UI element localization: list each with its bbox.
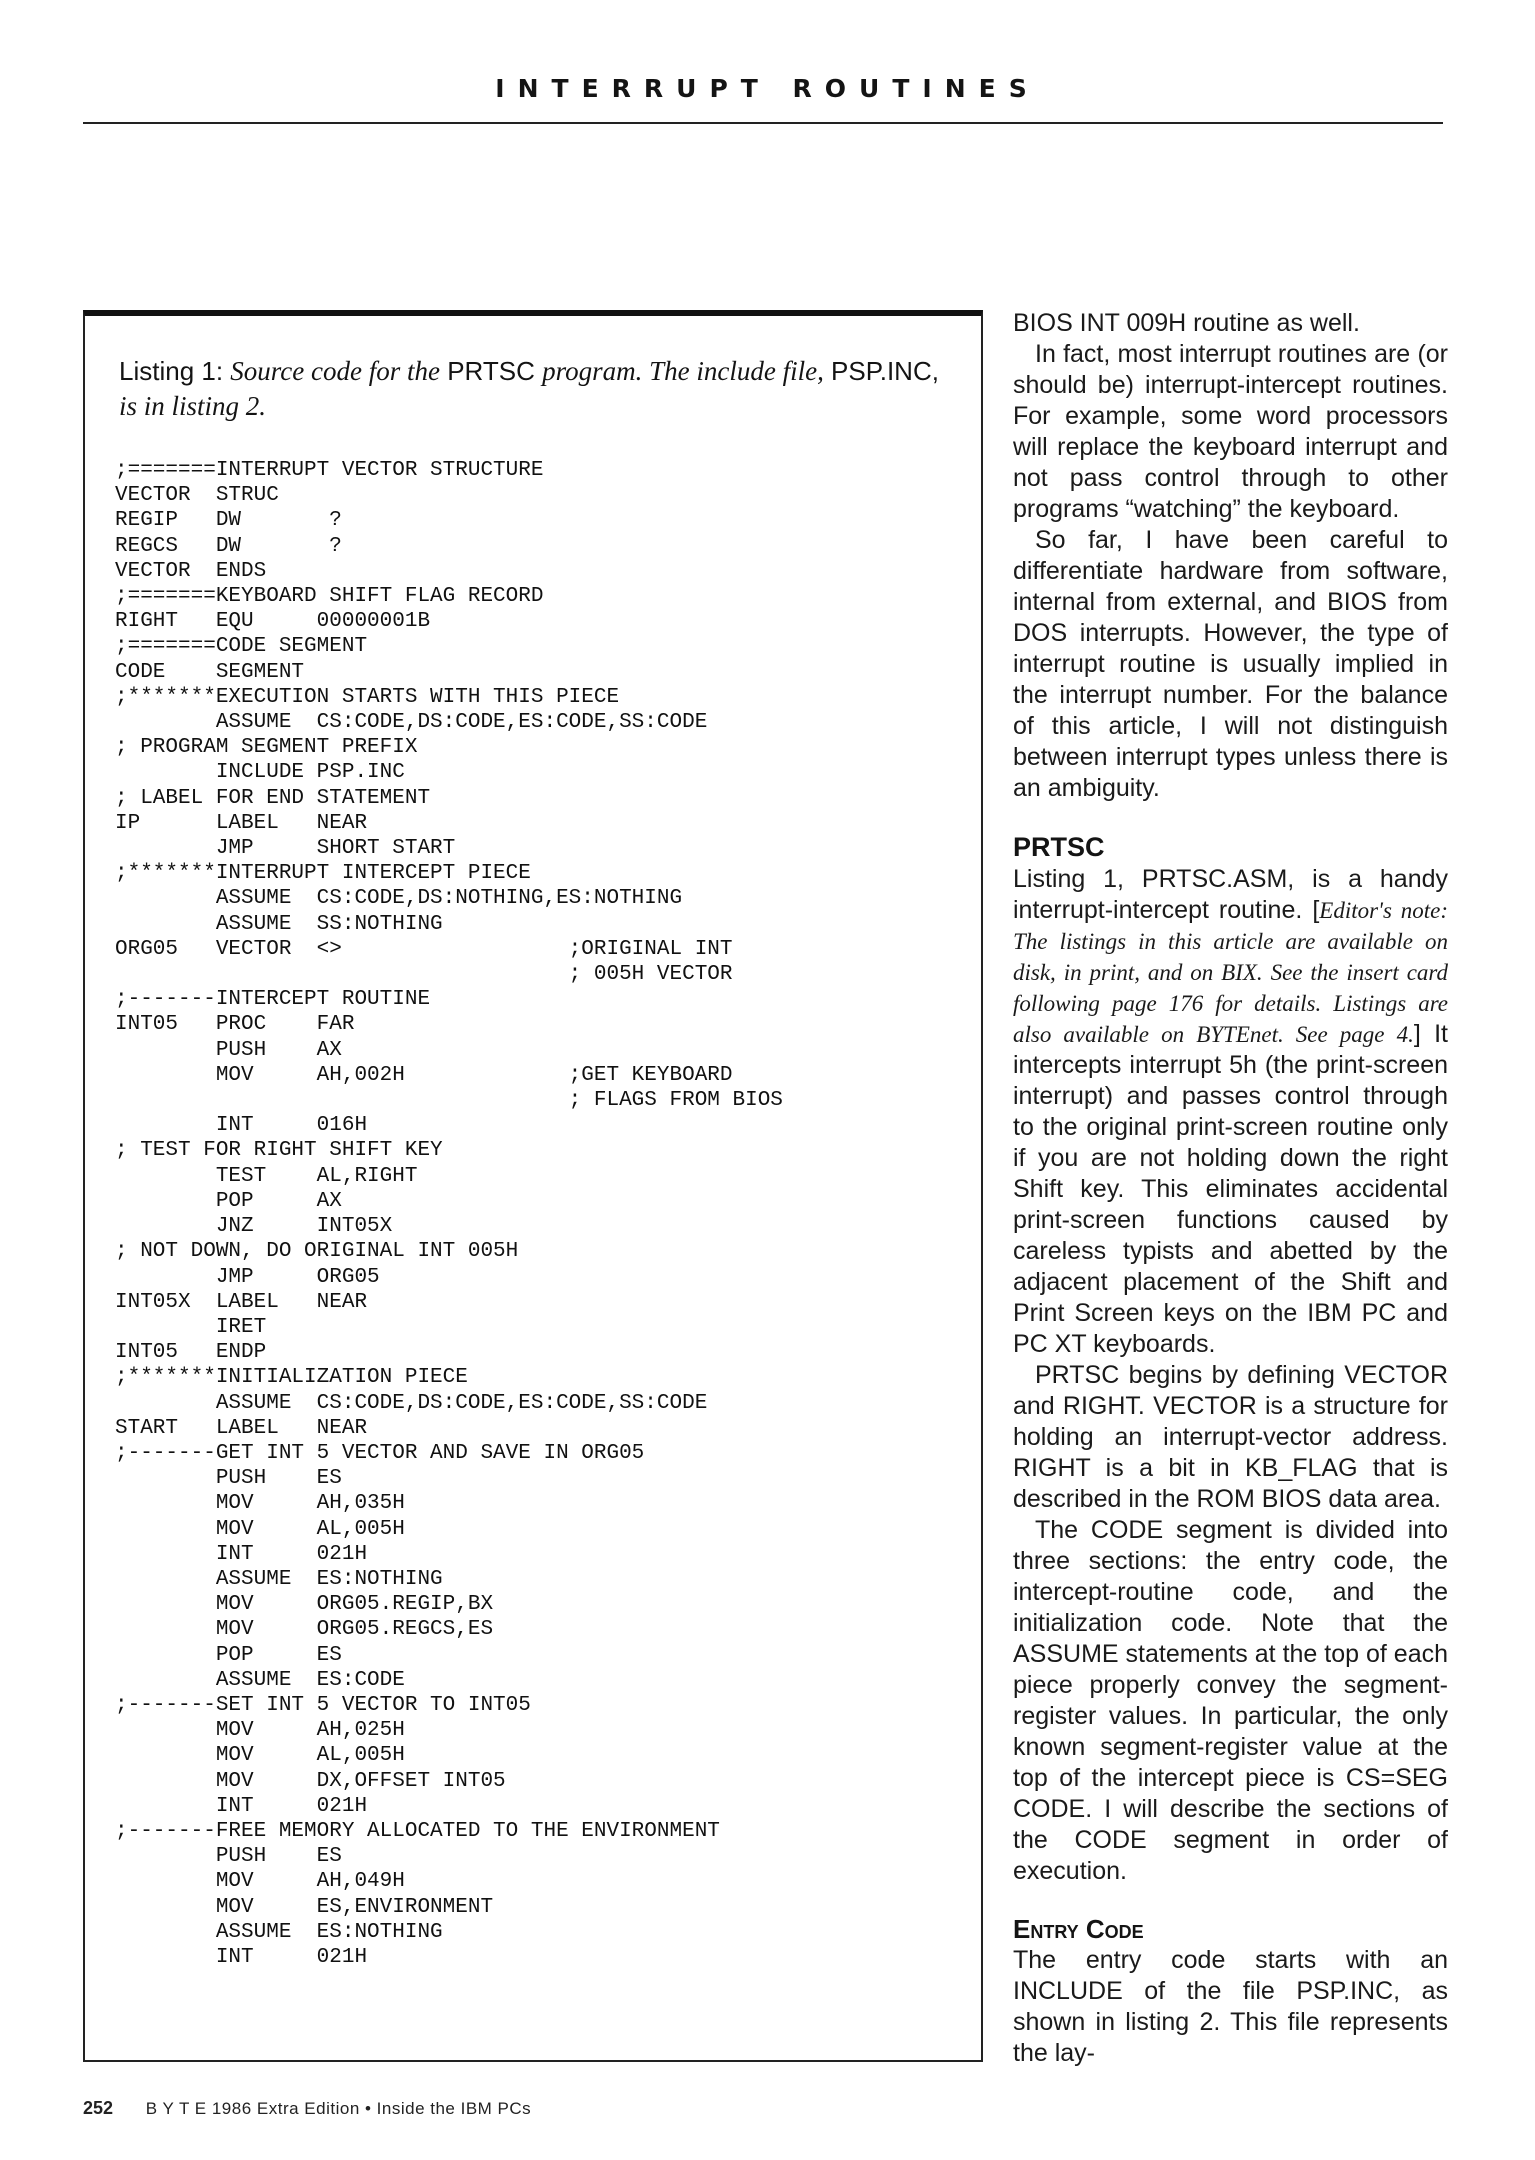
- paragraph-2: In fact, most interrupt routines are (or should be) interrupt-intercept routines. For example, some word processors will replace the keyboard interrupt and not pass control through to other programs “watching” the keyboard.: [1013, 340, 1448, 523]
- source-code-listing: ;=======INTERRUPT VECTOR STRUCTURE VECTOR STRUC REGIP DW ? REGCS DW ? VECTOR ENDS ;=======KEYBOARD SHIFT FLAG RECORD RIGHT EQU 00000001B ;=======CODE SEGMENT CODE SEGMENT ;*******EXECUTION STARTS WITH THIS PIECE ASSUME CS:CODE,DS:CODE,ES:CODE,SS:CODE ; PROGRAM SEGMENT PREFIX INCLUDE PSP.INC ; LABEL FOR END STATEMENT IP LABEL NEAR JMP SHORT START ;*******INTERRUPT INTERCEPT PIECE ASSUME CS:CODE,DS:NOTHING,ES:NOTHING ASSUME SS:NOTHING ORG05 VECTOR <> ;ORIGINAL INT ; 005H VECTOR ;-------INTERCEPT ROUTINE INT05 PROC FAR PUSH AX MOV AH,002H ;GET KEYBOARD ; FLAGS FROM BIOS INT 016H ; TEST FOR RIGHT SHIFT KEY TEST AL,RIGHT POP AX JNZ INT05X ; NOT DOWN, DO ORIGINAL INT 005H JMP ORG05 INT05X LABEL NEAR IRET INT05 ENDP ;*******INITIALIZATION PIECE ASSUME CS:CODE,DS:CODE,ES:CODE,SS:CODE START LABEL NEAR ;-------GET INT 5 VECTOR AND SAVE IN ORG05 PUSH ES MOV AH,035H MOV AL,005H INT 021H ASSUME ES:NOTHING MOV ORG05.REGIP,BX MOV ORG05.REGCS,ES POP ES ASSUME ES:CODE ;-------SET INT 5 VECTOR TO INT05 MOV AH,025H MOV AL,005H MOV DX,OFFSET INT05 INT 021H ;-------FREE MEMORY ALLOCATED TO THE ENVIRONMENT PUSH ES MOV AH,049H MOV ES,ENVIRONMENT ASSUME ES:NOTHING INT 021H: [115, 459, 783, 1969]
- listing-caption-part1: Source code for the: [230, 356, 440, 386]
- paragraph-5: PRTSC begins by defining VECTOR and RIGHT. VECTOR is a structure for holding an interrupt-vector address. RIGHT is a bit in KB_FLAG that is described in the ROM BIOS data area.: [1013, 1361, 1448, 1513]
- listing-caption-part5: is in listing 2.: [119, 391, 267, 421]
- paragraph-3: So far, I have been careful to differentiate hardware from software, internal from external, and BIOS from DOS interrupts. However, the type of interrupt routine is usually implied in the interrupt number. For the balance of this article, I will not distinguish between interrupt types unless there is an ambiguity.: [1013, 526, 1448, 802]
- footer-text: B Y T E 1986 Extra Edition • Inside the IBM PCs: [145, 2099, 532, 2118]
- listing-caption-part4: PSP.INC,: [823, 356, 939, 386]
- paragraph-6: The CODE segment is divided into three sections: the entry code, the intercept-routine code, and the initialization code. Note that the ASSUME statements at the top of each piece properly convey the segment-register values. In particular, the only known segment-register value at the top of the intercept piece is CS=SEG CODE. I will describe the sections of the CODE segment in order of execution.: [1013, 1516, 1448, 1885]
- paragraph-4-end: ] It intercepts interrupt 5h (the print-screen interrupt) and passes control through to the original print-screen routine only if you are not holding down the right Shift key. This eliminates accidental print-screen functions caused by careless typists and abetted by the adjacent placement of the Shift and Print Screen keys on the IBM PC and PC XT keyboards.: [1013, 1020, 1448, 1358]
- running-header: INTERRUPT ROUTINES: [495, 74, 1040, 103]
- paragraph-1: BIOS INT 009H routine as well.: [1013, 309, 1360, 337]
- header-rule: [83, 122, 1443, 124]
- listing-box: [83, 310, 983, 2062]
- page-number: 252: [83, 2098, 114, 2118]
- page-footer: [83, 2098, 531, 2119]
- listing-caption-part3: program. The include file,: [542, 356, 824, 386]
- editors-note: Editor's note: The listings in this article are available on disk, in print, and on BIX. See the insert card following page 176 for details. Listings are also available on BYTEnet. See page 4.: [1013, 898, 1448, 1047]
- paragraph-4: [1013, 864, 1448, 1360]
- heading-entry-code: Entry Code: [1013, 1914, 1144, 1944]
- paragraph-4-start: Listing 1, PRTSC.ASM, is a handy interrupt-intercept routine. [: [1013, 865, 1448, 924]
- listing-caption-part2: PRTSC: [439, 356, 543, 386]
- article-column: [1013, 308, 1448, 2069]
- listing-caption: [119, 354, 939, 424]
- heading-prtsc: PRTSC: [1013, 832, 1105, 862]
- listing-caption-label: Listing 1:: [119, 356, 231, 386]
- paragraph-7: The entry code starts with an INCLUDE of the file PSP.INC, as shown in listing 2. This file represents the lay-: [1013, 1946, 1448, 2067]
